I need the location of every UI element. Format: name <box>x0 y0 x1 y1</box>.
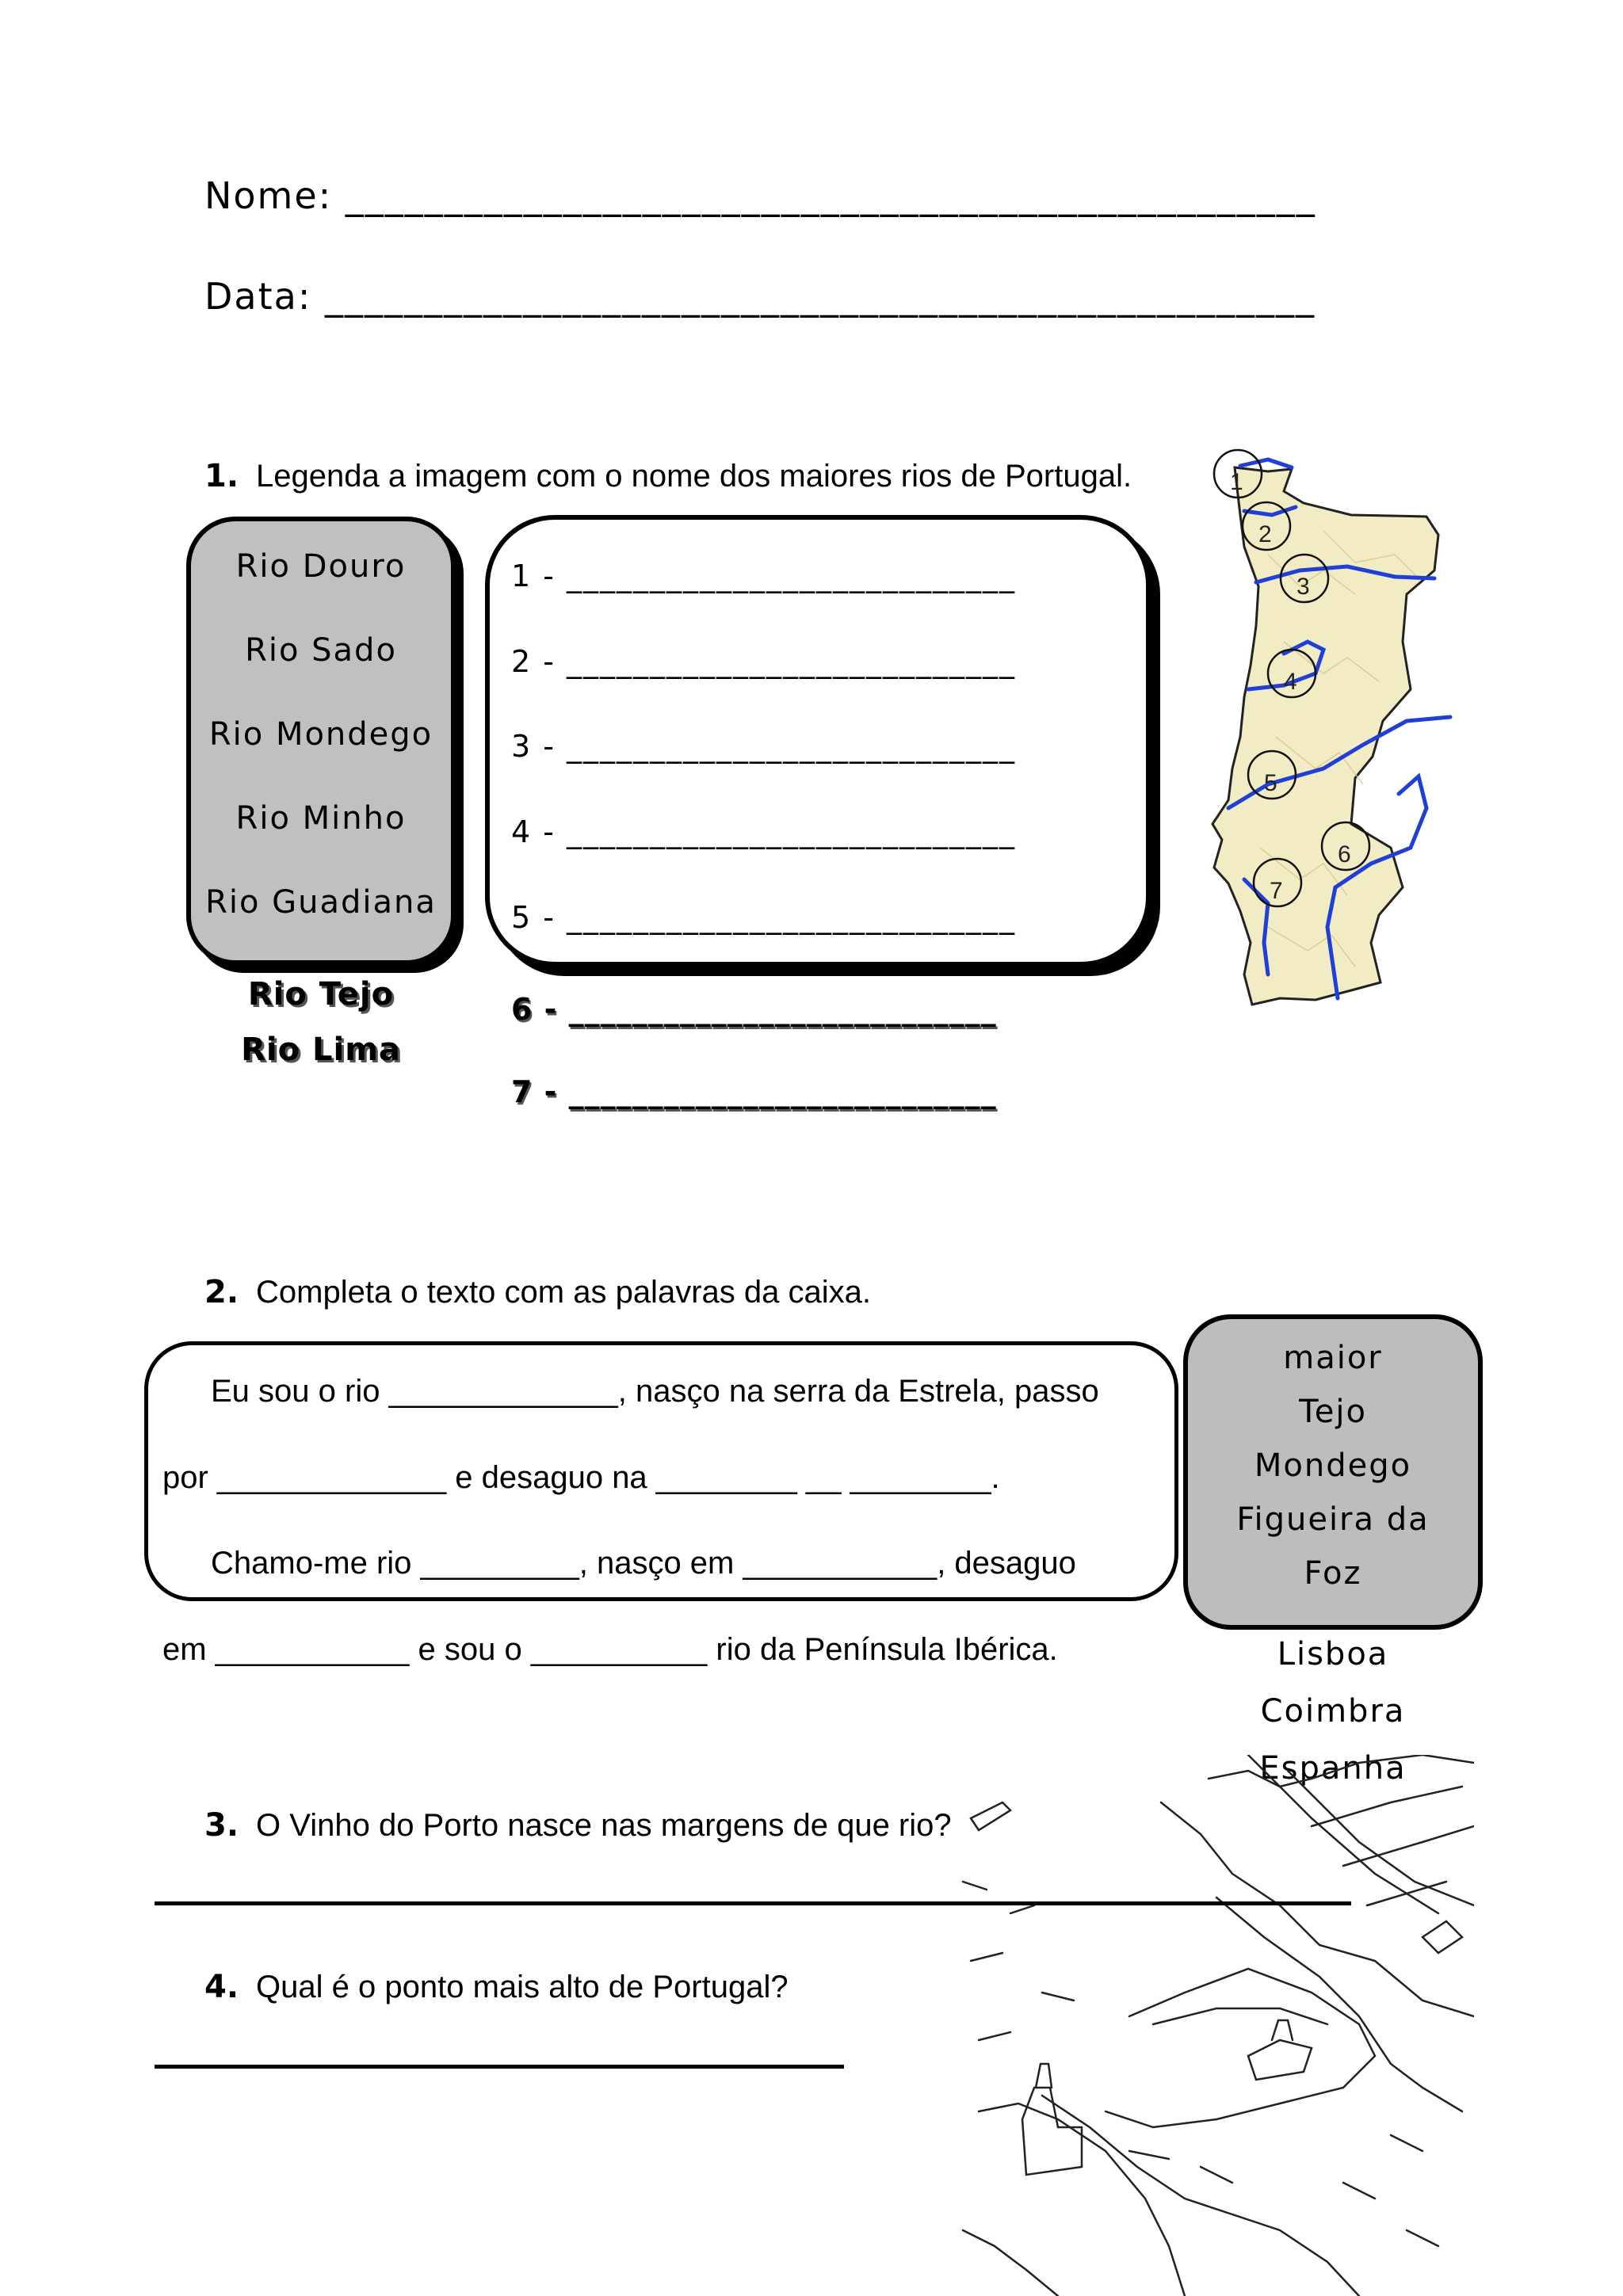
word-box-overflow: Espanha <box>1259 1750 1407 1787</box>
river-word-bank <box>186 517 456 965</box>
paragraph-line-4[interactable]: em ___________ e sou o __________ rio da Península Ibérica. <box>162 1632 1058 1667</box>
word-box-overflow: Coimbra <box>1260 1693 1406 1730</box>
answer-line-1[interactable]: 1 - ___________________________ <box>511 559 1017 593</box>
answer-line-q4[interactable] <box>155 2065 844 2069</box>
portugal-outline <box>1212 467 1438 1005</box>
word-box-item: maior <box>1283 1340 1383 1376</box>
map-marker-label: 7 <box>1270 878 1283 904</box>
bank-word: Rio Sado <box>245 632 397 669</box>
paragraph-line-3[interactable]: Chamo-me rio _________, nasço em ___________, desaguo <box>211 1546 1076 1581</box>
question-4-number: 4. <box>204 1969 239 2005</box>
bank-word-overflow: Rio Lima <box>241 1032 401 1068</box>
answer-line-6[interactable]: 6 - ___________________________ <box>511 992 997 1027</box>
answer-line-q3[interactable] <box>155 1901 1351 1905</box>
map-marker-label: 3 <box>1296 574 1310 600</box>
word-box-item: Figueira da <box>1236 1501 1430 1538</box>
word-box-item: Mondego <box>1254 1447 1412 1484</box>
name-field-label: Nome: _________________________________________________ <box>204 174 1316 217</box>
map-marker-label: 4 <box>1284 669 1297 695</box>
bank-word: Rio Mondego <box>208 716 433 753</box>
question-1-number: 1. <box>204 458 239 494</box>
bank-word: Rio Minho <box>235 800 407 837</box>
bank-word: Rio Guadiana <box>205 884 437 921</box>
question-1 <box>204 458 1132 494</box>
question-4 <box>204 1969 789 2005</box>
word-box <box>1183 1314 1483 1630</box>
coastal-landscape-illustration <box>947 1755 1474 2296</box>
question-3-text: O Vinho do Porto nasce nas margens de que rio? <box>256 1808 952 1843</box>
answer-line-5[interactable]: 5 - ___________________________ <box>511 900 1017 935</box>
question-3 <box>204 1807 952 1844</box>
bank-word: Rio Douro <box>235 548 407 585</box>
paragraph-line-1[interactable]: Eu sou o rio _____________, nasço na serra da Estrela, passo <box>211 1374 1099 1409</box>
question-1-text: Legenda a imagem com o nome dos maiores rios de Portugal. <box>256 459 1132 494</box>
map-marker-label: 6 <box>1338 841 1351 868</box>
question-3-number: 3. <box>204 1807 239 1844</box>
paragraph-line-2[interactable]: por _____________ e desaguo na ________ __ ________. <box>162 1460 1000 1495</box>
answer-line-2[interactable]: 2 - ___________________________ <box>511 644 1017 679</box>
bank-word-overflow: Rio Tejo <box>247 976 395 1013</box>
question-2 <box>204 1274 871 1310</box>
map-marker-label: 2 <box>1258 521 1272 547</box>
date-field-label: Data: __________________________________________________ <box>204 275 1316 318</box>
word-box-item: Foz <box>1304 1555 1362 1592</box>
question-2-text: Completa o texto com as palavras da caixa. <box>256 1275 871 1310</box>
portugal-rivers-map <box>1165 436 1466 1022</box>
answer-line-4[interactable]: 4 - ___________________________ <box>511 814 1017 849</box>
word-box-item: Tejo <box>1299 1394 1367 1430</box>
answer-line-3[interactable]: 3 - ___________________________ <box>511 729 1017 764</box>
question-4-text: Qual é o ponto mais alto de Portugal? <box>256 1970 789 2004</box>
word-box-overflow: Lisboa <box>1277 1636 1389 1672</box>
map-marker-label: 1 <box>1230 469 1243 495</box>
question-2-number: 2. <box>204 1274 239 1310</box>
answer-line-7[interactable]: 7 - ___________________________ <box>511 1074 997 1109</box>
map-marker-label: 5 <box>1264 770 1277 796</box>
